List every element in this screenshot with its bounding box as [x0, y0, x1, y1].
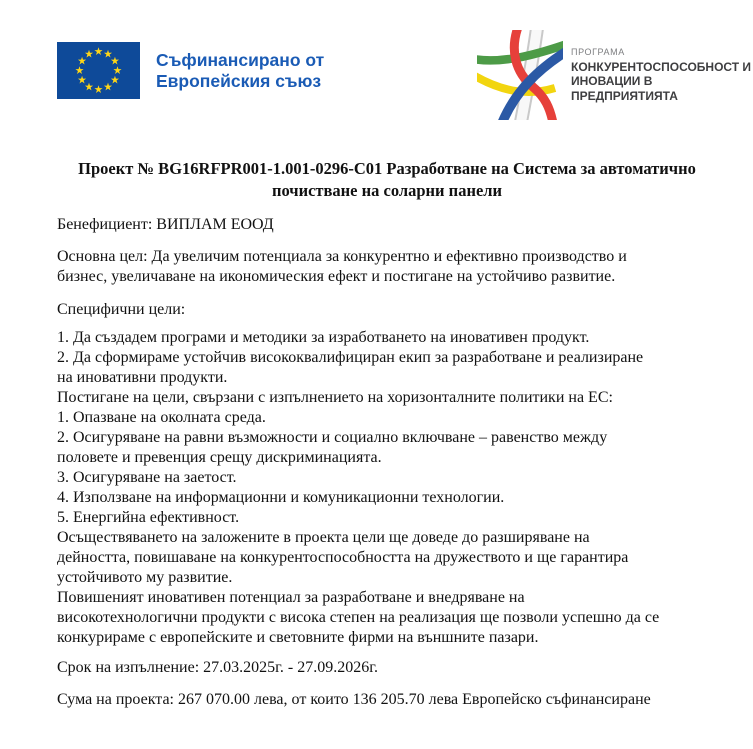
- eu-emblem: [57, 42, 324, 99]
- program-ribbons-icon: [477, 30, 563, 120]
- text-line: Осъществяването на заложените в проекта цели ще доведе до разширяване на: [57, 529, 590, 546]
- text-line: 2. Осигуряване на равни възможности и социално включване – равенство между: [57, 429, 608, 446]
- text-line: 3. Осигуряване на заетост.: [57, 469, 237, 486]
- program-logo: [477, 30, 753, 120]
- text-line: високотехнологични продукти с висока степен на реализация ще позволи успешно да се: [57, 609, 660, 626]
- ribbon-yellow: [477, 75, 555, 92]
- co-funded-line-2: Европейския съюз: [156, 70, 322, 91]
- text-line: Постигане на цели, свързани с изпълнението на хоризонталните политики на ЕС:: [57, 389, 613, 406]
- eu-flag-icon: [57, 42, 140, 99]
- eu-emblem-text: [156, 50, 324, 92]
- text-line: Повишеният иновативен потенциал за разработване и внедряване на: [57, 589, 525, 606]
- term-line: Срок на изпълнение: 27.03.2025г. - 27.09.2026г.: [57, 659, 378, 676]
- program-name-line-1: КОНКУРЕНТОСПОСОБНОСТ И: [571, 59, 752, 74]
- program-kicker: ПРОГРАМА: [571, 46, 625, 57]
- program-name-line-2: ИНОВАЦИИ В ПРЕДПРИЯТИЯТА: [571, 74, 678, 103]
- co-funded-line-1: Съфинансирано от: [156, 49, 325, 70]
- text-line: на иновативни продукти.: [57, 369, 228, 386]
- program-name: [571, 60, 753, 104]
- text-line: дейността, повишаване на конкурентоспособността на дружеството и ще гарантира: [57, 549, 629, 566]
- project-title: [57, 158, 717, 202]
- amount-line: Сума на проекта: 267 070.00 лева, от които 136 205.70 лева Европейско съфинансиране: [57, 691, 651, 708]
- program-logo-text: [571, 47, 753, 104]
- text-line: устойчивото му развитие.: [57, 569, 233, 586]
- text-line: Проект № BG16RFPR001-1.001-0296-C01 Разработване на Система за автоматично: [78, 159, 696, 178]
- goals-block: [57, 328, 717, 648]
- text-line: 4. Използване на информационни и комуникационни технологии.: [57, 489, 505, 506]
- text-line: 5. Енергийна ефективност.: [57, 509, 240, 526]
- beneficiary-line: Бенефициент: ВИПЛАМ ЕООД: [57, 216, 274, 233]
- text-line: 1. Да създадем програми и методики за изработването на иновативен продукт.: [57, 329, 590, 346]
- text-line: половете и превенция срещу дискриминацията.: [57, 449, 382, 466]
- text-line: почистване на соларни панели: [271, 181, 503, 200]
- text-line: 1. Опазване на околната среда.: [57, 409, 266, 426]
- specific-goals-label: Специфични цели:: [57, 301, 186, 318]
- main-goal-paragraph: [57, 247, 717, 287]
- text-line: 2. Да сформираме устойчив висококвалифициран екип за разработване и реализиране: [57, 349, 644, 366]
- text-line: конкурираме с европейските и световните фирми на външните пазари.: [57, 629, 539, 646]
- text-line: Основна цел: Да увеличим потенциала за конкурентно и ефективно производство и: [57, 248, 627, 265]
- document-body: [57, 158, 717, 710]
- text-line: бизнес, увеличаване на икономическия ефект и постигане на устойчиво развитие.: [57, 268, 616, 285]
